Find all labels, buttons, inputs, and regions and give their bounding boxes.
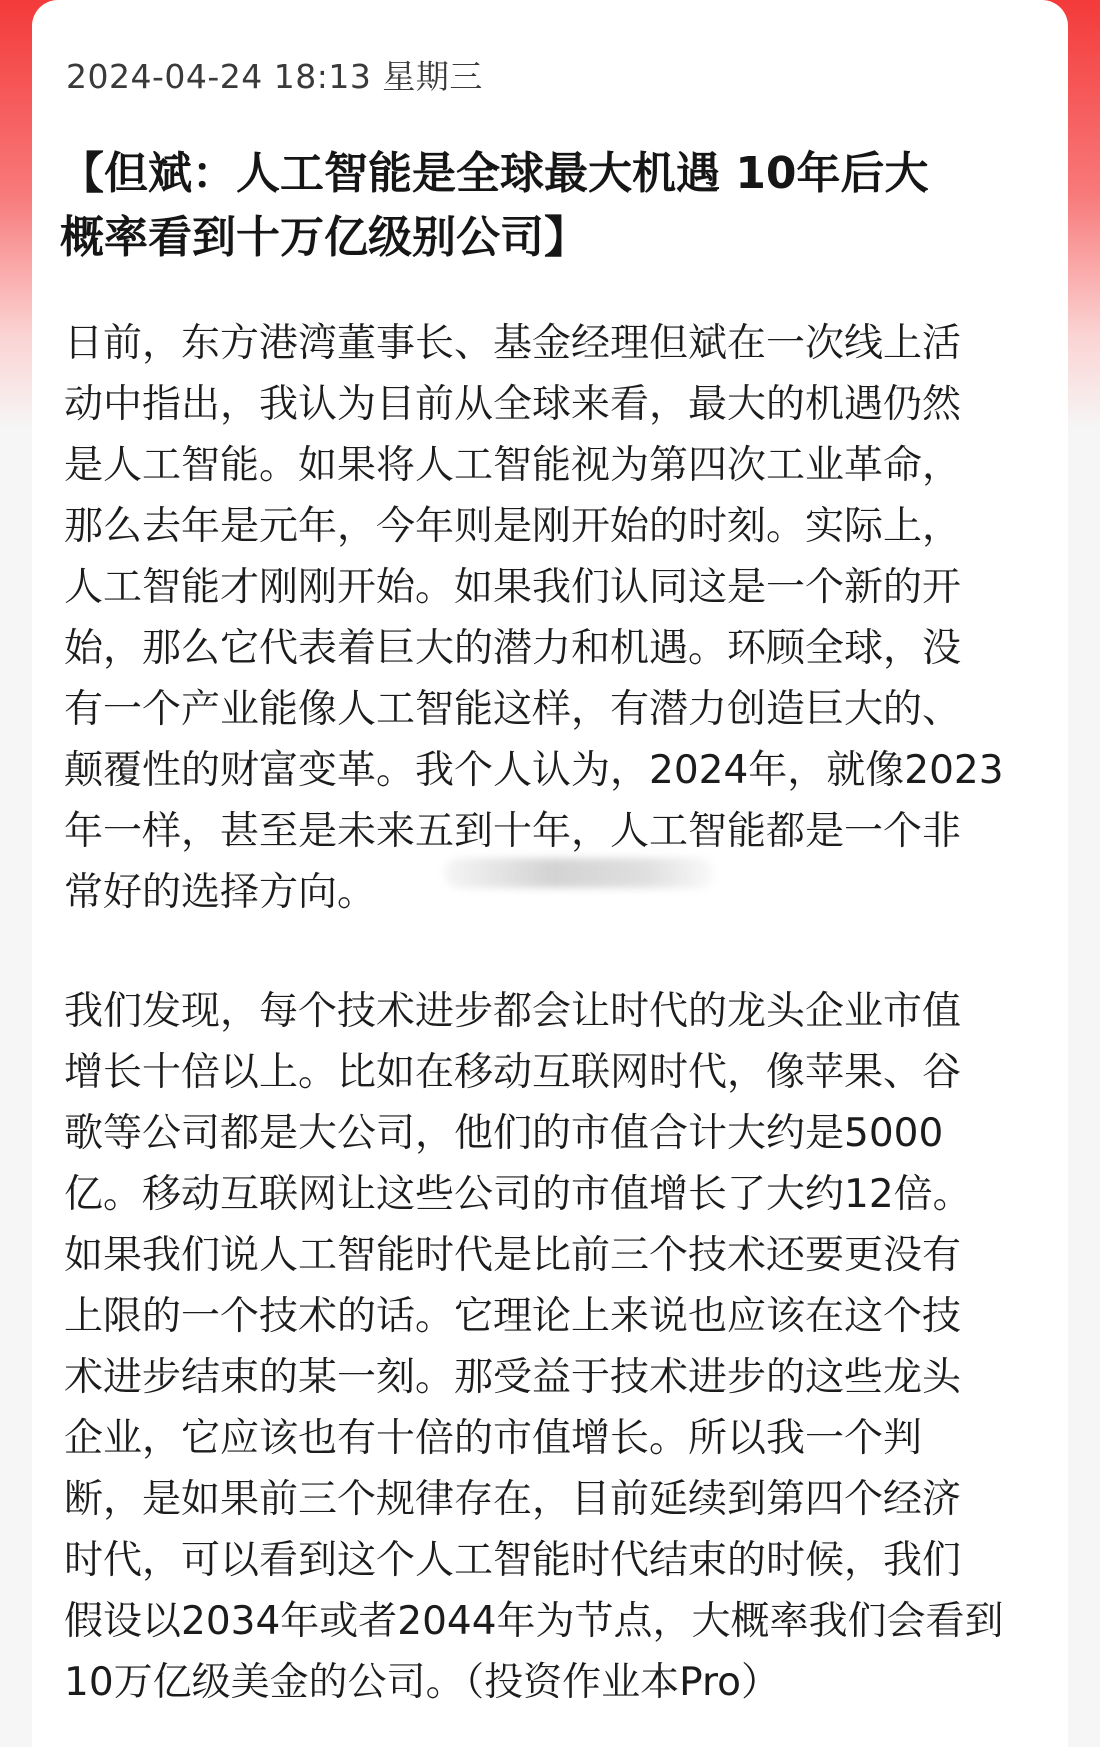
post-paragraph-1: 日前，东方港湾董事长、基金经理但斌在一次线上活 动中指出，我认为目前从全球来看，最大的机遇仍然 是人工智能。如果将人工智能视为第四次工业革命， 那么去年是元年，今年则是刚开始的时刻。实际上， 人工智能才刚刚开始。如果我们认同这是一个新的开 始，那么它代表着巨大的潜力和机遇。环顾全球，没 有一个产业能像人工智能这样，有潜力创造巨大的、 颠覆性的财富变革。我个人认为，2024年，就像2023 年一样，甚至是未来五到十年，人工智能都是一个非 常好的选择方向。	[64, 321, 1004, 915]
post-timestamp: 2024-04-24 18:13 星期三	[66, 57, 483, 96]
post-card	[32, 0, 1068, 1747]
blurred-watermark	[444, 858, 714, 888]
post-headline: 【但斌：人工智能是全球最大机遇 10年后大 概率看到十万亿级别公司】	[60, 148, 929, 263]
post-paragraph-2: 我们发现，每个技术进步都会让时代的龙头企业市值 增长十倍以上。比如在移动互联网时代，像苹果、谷 歌等公司都是大公司，他们的市值合计大约是5000 亿。移动互联网让这些公司的市值增长了大约12倍。 如果我们说人工智能时代是比前三个技术还要更没有 上限的一个技术的话。它理论上来说也应该在这个技 术进步结束的某一刻。那受益于技术进步的这些龙头 企业，它应该也有十倍的市值增长。所以我一个判 断，是如果前三个规律存在，目前延续到第四个经济 时代，可以看到这个人工智能时代结束的时候，我们 假设以2034年或者2044年为节点，大概率我们会看到 10万亿级美金的公司。（投资作业本Pro）	[64, 989, 1004, 1705]
